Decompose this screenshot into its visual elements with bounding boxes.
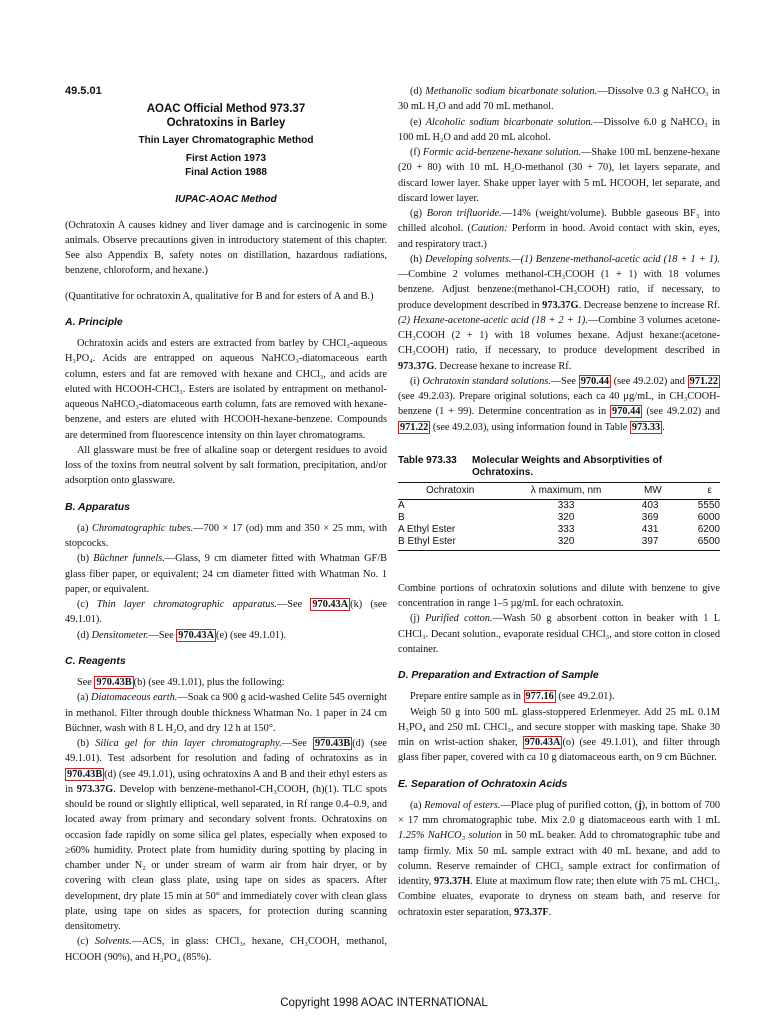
col-header-epsilon: ε bbox=[686, 482, 720, 499]
apparatus-item-d: (d) Densitometer.—See 970.43A (e) (see 49.1.01). bbox=[77, 629, 287, 641]
table-cell: 6500 bbox=[686, 536, 720, 551]
reagents-item-e: (e) Alcoholic sodium bicarbonate solution.—Dissolve 6.0 g NaHCO₃ in 100 mL H₂O and add 20 mL alcohol. bbox=[398, 116, 720, 143]
cross-reference-link[interactable]: 970.43B bbox=[315, 738, 351, 749]
copyright-footer: Copyright 1998 AOAC INTERNATIONAL bbox=[280, 997, 488, 1009]
table-caption bbox=[398, 455, 720, 479]
table-cell: 333 bbox=[557, 523, 575, 535]
table-cell: 403 bbox=[641, 499, 659, 511]
table-row bbox=[398, 524, 720, 536]
table-cell: B bbox=[398, 511, 405, 523]
table-cell: A Ethyl Ester bbox=[398, 523, 456, 535]
apparatus-item-b: (b) Büchner funnels.—Glass, 9 cm diameter fitted with Whatman GF/B glass fiber paper, or equivalent; 24 cm diameter fitted with Whatman No. 1 paper, or equivalent. bbox=[65, 553, 387, 595]
reagents-item-g: (g) Boron trifluoride.—14% (weight/volume). Bubble gaseous BF₃ into chilled alcohol. (Caution: Perform in hood. Avoid contact with skin, eyes, and respiratory tract.) bbox=[398, 208, 720, 250]
cross-reference-link[interactable]: 970.43A bbox=[312, 599, 349, 610]
reagents-item-b: (b) Silica gel for thin layer chromatography.—See 970.43B (d) (see 49.1.01). Test adsorbent for resolution and fading of ochratoxins as in 970.43B (d) (see 49.1.01), using ochratoxins A and B and their ethyl esters as in 973.37G. Develop with benzene-methanol-CH₃COOH, (h)(1). TLC spots should be round or slightly elliptical, well separated, in Rf range 0.4–0.9, and located away from primary and secondary solvent fronts. Ochratoxins on occasion fade rapidly on some silica gel plates, especially when exposed to ≥60% humidity. Protect plate from humidity during spotting by placing in chamber under N₂ or under stream of warm air from hair dryer, or by covering with clean glass plate, using tape on sides as spacers. After development, dry plate 15 min at 50° and immediately cover with clean glass plate, using tape on sides as spacers, for protection during scanning densitometry. bbox=[65, 738, 387, 932]
reagents-heading: C. Reagents bbox=[65, 654, 126, 667]
table-number: Table 973.33 bbox=[398, 454, 457, 466]
table-cell: A bbox=[398, 499, 405, 511]
reagents-item-a: (a) Diatomaceous earth.—Soak ca 900 g acid-washed Celite 545 overnight in methanol. Filter through double thickness Whatman No. 1 paper in 24 cm Büchner, wash with 8 L H₂O, and dry 12 h at 150°. bbox=[65, 692, 387, 734]
table-cell: 431 bbox=[641, 523, 659, 535]
principle-paragraph-1: Ochratoxin acids and esters are extracted from barley by CHCl₃-aqueous H₃PO₄. Acids are entrapped on aqueous NaHCO₃-diatomaceous earth column, esters and fat are removed with hexane and CHCl₃, and acids are eluted with HCOOH-CHCl₃. Esters are isolated by entrapment on methanol-aqueous NaHCO₃-diatomaceous earth column, fats are removed with hexane-benzene, and esters are eluted with HCOOH-hexane-benzene. Compounds are determined from fluorescence intensity on thin layer chromatograms. bbox=[65, 338, 387, 441]
apparatus-heading: B. Apparatus bbox=[65, 500, 130, 513]
table-cell: 6200 bbox=[697, 523, 720, 535]
cross-reference-link[interactable]: 971.22 bbox=[400, 421, 429, 433]
preparation-heading: D. Preparation and Extraction of Sample bbox=[398, 669, 599, 681]
table-header-row bbox=[398, 482, 720, 499]
section-number: 49.5.01 bbox=[65, 85, 102, 97]
table-cell: 320 bbox=[557, 511, 575, 523]
cross-reference-link[interactable]: 970.43B bbox=[67, 768, 103, 780]
col-header-mw: MW bbox=[619, 482, 686, 499]
col-header-ochratoxin: Ochratoxin bbox=[398, 482, 513, 499]
table-cell: 320 bbox=[513, 536, 619, 551]
apparatus-item-a: (a) Chromatographic tubes.—700 × 17 (od) mm and 350 × 25 mm, with stopcocks. bbox=[65, 522, 387, 549]
table-cell: 333 bbox=[557, 499, 575, 511]
method-subject: Ochratoxins in Barley bbox=[166, 117, 286, 130]
principle-heading: A. Principle bbox=[65, 315, 123, 328]
reagents-item-j: (j) Purified cotton.—Wash 50 g absorbent cotton in beaker with 1 L CHCl₃. Decant solution., evaporate residual CHCl₃, and store cotton in closed container. bbox=[398, 613, 720, 655]
cross-reference-link[interactable]: 973.33 bbox=[631, 421, 661, 433]
first-action: First Action 1973 bbox=[185, 153, 267, 165]
cross-reference-link[interactable]: 977.16 bbox=[525, 691, 554, 703]
cross-reference-link[interactable]: 970.43B bbox=[96, 677, 132, 688]
intro-paragraph-1: (Ochratoxin A causes kidney and liver damage and is carcinogenic in some animals. Observe precautions given in introductory statement of this chapter. See also Appendix B, safety notes on distillation, hazardous radiations, benzene, chloroform, and hexane.) bbox=[65, 219, 387, 277]
cross-reference-link[interactable]: 971.22 bbox=[689, 375, 718, 387]
preparation-paragraph-2: Weigh 50 g into 500 mL glass-stoppered Erlenmeyer. Add 25 mL 0.1M H₃PO₄ and 250 mL CHCl₃, and secure stopper with masking tape. Shake 30 min on wrist-action shaker, 970.43A (o) (see 49.1.01), and filter through glass fiber paper, covered with ca 10 g diatomaceous earth, on 9 cm Büchner. bbox=[398, 706, 720, 764]
reagents-item-f: (f) Formic acid-benzene-hexane solution.—Shake 100 mL benzene-hexane (20 + 80) with 10 mL H₂O-methanol (30 + 70), let layers separate, and discard lower layer. Shake upper layer with 5 mL HCOOH, let separate, and discard lower layer. bbox=[398, 147, 721, 204]
table-row bbox=[398, 536, 720, 551]
col-header-lambda: λ maximum, nm bbox=[513, 482, 619, 499]
reagents-item-d: (d) Methanolic sodium bicarbonate solution.—Dissolve 0.3 g NaHCO₃ in 30 mL H₂O and add 70 mL methanol. bbox=[398, 86, 720, 113]
table-cell: 5550 bbox=[697, 499, 720, 511]
table-cell: 6000 bbox=[697, 511, 720, 523]
table-cell: B Ethyl Ester bbox=[398, 536, 513, 551]
cross-reference-link[interactable]: 970.43A bbox=[178, 629, 215, 641]
separation-item-a: (a) Removal of esters.—Place plug of purified cotton, (j), in bottom of 700 × 17 mm chromatographic tube. Mix 2.0 g diatomaceous earth with 1 mL 1.25% NaHCO₃ solution in 50 mL beaker. Add to chromatographic tube and tamp firmly. Mix 50 mL sample extract with 40 mL hexane, and add to column. Reserve remainder of CHCl₃ sample extract for confirmation of identity, 973.37H. Elute at maximum flow rate; then elute with 75 mL CHCl₃. Combine eluates, evaporate to dryness on steam bath, and reserve for ochratoxin ester separation, 973.37F. bbox=[398, 799, 721, 918]
table-row bbox=[398, 499, 720, 512]
reagents-item-c: (c) Solvents.—ACS, in glass: CHCl₃, hexane, CH₃COOH, methanol, HCOOH (90%), and H₃PO₄ (85%). bbox=[65, 936, 387, 963]
preparation-paragraph-1: Prepare entire sample as in 977.16 (see 49.2.01). bbox=[410, 691, 615, 703]
table-row bbox=[398, 512, 720, 524]
method-title: AOAC Official Method 973.37 bbox=[146, 103, 306, 116]
table-cell: 369 bbox=[641, 511, 659, 523]
cross-reference-link[interactable]: 970.44 bbox=[612, 406, 641, 418]
principle-paragraph-2: All glassware must be free of alkaline soap or detergent residues to avoid loss of the toxins from neutral solvent by salt formation, precipitation, and/or adsorption onto glassware. bbox=[65, 444, 387, 487]
cross-reference-link[interactable]: 970.44 bbox=[580, 375, 610, 387]
iupac-label: IUPAC-AOAC Method bbox=[175, 194, 277, 206]
cross-reference-link[interactable]: 970.43A bbox=[524, 737, 561, 748]
final-action: Final Action 1988 bbox=[185, 167, 267, 179]
apparatus-item-c: (c) Thin layer chromatographic apparatus.—See 970.43A (k) (see 49.1.01). bbox=[65, 599, 387, 626]
reagents-item-i: (i) Ochratoxin standard solutions.—See 970.44 (see 49.2.02) and 971.22 (see 49.2.03). Prepare original solutions, each ca 40 µg/mL, in CH₃COOH-benzene (1 + 99). Determine concentration as in 970.44 (see 49.2.02) and 971.22 (see 49.2.03), using information found in Table 973.33 . bbox=[398, 375, 720, 433]
left-column bbox=[65, 84, 387, 965]
absorptivity-table bbox=[398, 482, 720, 551]
reagents-item-h: (h) Developing solvents.—(1) Benzene-methanol-acetic acid (18 + 1 + 1).—Combine 2 volumes methanol-CH₃COOH (1 + 1) with 18 volumes benzene. Adjust benzene:(methanol-CH₃COOH) ratio, if necessary, to produce development described in 973.37G. Decrease benzene to increase Rf. (2) Hexane-acetone-acetic acid (18 + 2 + 1).—Combine 3 volumes acetone-CH₃COOH (2 + 1) with 18 volumes hexane. Adjust hexane:(acetone-CH₃COOH) ratio, if necessary, to produce development described in 973.37G. Decrease hexane to increase Rf. bbox=[398, 253, 720, 372]
table-title: Molecular Weights and Absorptivities of Ochratoxins. bbox=[472, 454, 663, 478]
right-column bbox=[398, 84, 720, 920]
separation-heading: E. Separation of Ochratoxin Acids bbox=[398, 777, 568, 790]
reagents-intro: See 970.43B (b) (see 49.1.01), plus the following: bbox=[77, 677, 285, 688]
dilution-paragraph: Combine portions of ochratoxin solutions and dilute with benzene to give concentration in range 1–5 µg/mL for each ochratoxin. bbox=[398, 582, 720, 609]
method-type: Thin Layer Chromatographic Method bbox=[138, 135, 314, 147]
intro-paragraph-2: (Quantitative for ochratoxin A, qualitative for B and for esters of A and B.) bbox=[65, 290, 374, 302]
table-cell: 397 bbox=[619, 536, 686, 551]
